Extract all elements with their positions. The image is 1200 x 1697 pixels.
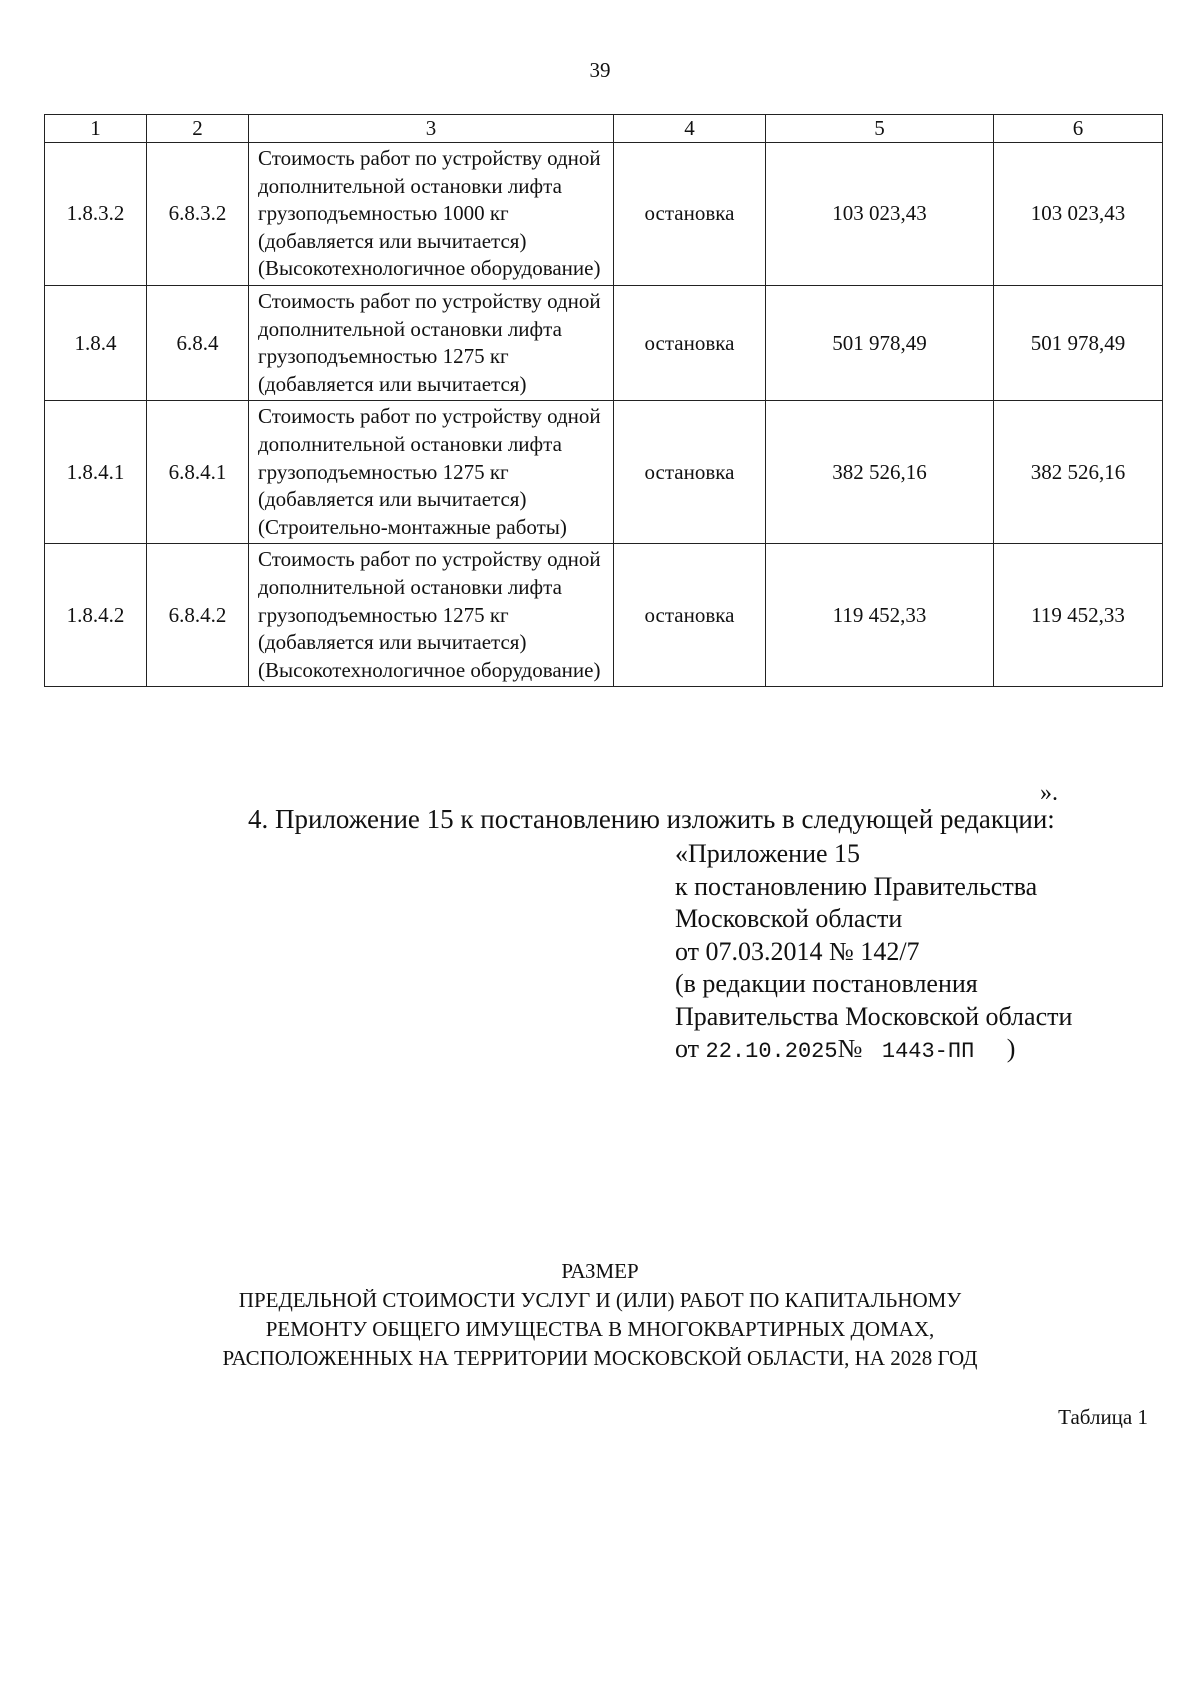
appendix-line: Правительства Московской области bbox=[675, 1001, 1073, 1031]
column-header: 6 bbox=[994, 115, 1163, 143]
row-code: 1.8.4.2 bbox=[45, 544, 147, 687]
appendix-date-prefix: от bbox=[675, 1034, 706, 1063]
row-code-alt: 6.8.4.2 bbox=[147, 544, 249, 687]
row-unit: остановка bbox=[614, 285, 766, 400]
row-value-5: 501 978,49 bbox=[766, 285, 994, 400]
row-value-5: 103 023,43 bbox=[766, 143, 994, 286]
row-unit: остановка bbox=[614, 544, 766, 687]
column-header: 2 bbox=[147, 115, 249, 143]
row-description: Стоимость работ по устройству одной дополнительной остановки лифта грузоподъемностью 1000 кг (добавляется или вычитается) (Высокотехнологичное оборудование) bbox=[249, 143, 614, 286]
row-unit: остановка bbox=[614, 143, 766, 286]
row-value-6: 119 452,33 bbox=[994, 544, 1163, 687]
appendix-line: к постановлению Правительства bbox=[675, 871, 1038, 901]
table-row bbox=[45, 143, 1163, 286]
row-value-6: 501 978,49 bbox=[994, 285, 1163, 400]
row-code: 1.8.3.2 bbox=[45, 143, 147, 286]
document-title bbox=[0, 1257, 1200, 1373]
price-table bbox=[44, 114, 1163, 687]
appendix-line: от 07.03.2014 № 142/7 bbox=[675, 936, 920, 966]
appendix-line: «Приложение 15 bbox=[675, 839, 861, 868]
row-code-alt: 6.8.3.2 bbox=[147, 143, 249, 286]
row-value-5: 382 526,16 bbox=[766, 401, 994, 544]
title-line: ПРЕДЕЛЬНОЙ СТОИМОСТИ УСЛУГ И (ИЛИ) РАБОТ ПО КАПИТАЛЬНОМУ bbox=[238, 1288, 962, 1312]
table-row bbox=[45, 285, 1163, 400]
page-number: 39 bbox=[589, 58, 611, 82]
title-line: РАЗМЕР bbox=[561, 1259, 639, 1283]
appendix-close-paren: ) bbox=[1006, 1034, 1016, 1063]
column-header: 5 bbox=[766, 115, 994, 143]
column-header: 3 bbox=[249, 115, 614, 143]
appendix-header-block bbox=[675, 838, 1072, 1069]
table-row bbox=[45, 544, 1163, 687]
column-header: 4 bbox=[614, 115, 766, 143]
appendix-number-sign: № bbox=[837, 1034, 863, 1063]
row-description: Стоимость работ по устройству одной дополнительной остановки лифта грузоподъемностью 1275 кг (добавляется или вычитается) bbox=[249, 285, 614, 400]
appendix-line: Московской области bbox=[675, 904, 903, 933]
appendix-number: 1443-ПП bbox=[881, 1039, 975, 1064]
column-header: 1 bbox=[45, 115, 147, 143]
table-header-row bbox=[45, 115, 1163, 143]
amendment-instruction: 4. Приложение 15 к постановлению изложить в следующей редакции: bbox=[248, 804, 1055, 834]
row-value-6: 103 023,43 bbox=[994, 143, 1163, 286]
row-description: Стоимость работ по устройству одной дополнительной остановки лифта грузоподъемностью 1275 кг (добавляется или вычитается) (Строительно-монтажные работы) bbox=[249, 401, 614, 544]
title-line: РЕМОНТУ ОБЩЕГО ИМУЩЕСТВА В МНОГОКВАРТИРНЫХ ДОМАХ, bbox=[265, 1317, 935, 1341]
row-value-5: 119 452,33 bbox=[766, 544, 994, 687]
row-value-6: 382 526,16 bbox=[994, 401, 1163, 544]
row-code: 1.8.4.1 bbox=[45, 401, 147, 544]
row-unit: остановка bbox=[614, 401, 766, 544]
appendix-date-line bbox=[675, 1033, 1072, 1069]
row-code-alt: 6.8.4 bbox=[147, 285, 249, 400]
row-code: 1.8.4 bbox=[45, 285, 147, 400]
appendix-date: 22.10.2025 bbox=[705, 1039, 838, 1064]
table-row bbox=[45, 401, 1163, 544]
row-description: Стоимость работ по устройству одной дополнительной остановки лифта грузоподъемностью 1275 кг (добавляется или вычитается) (Высокотехнологичное оборудование) bbox=[249, 544, 614, 687]
closing-quote: ». bbox=[1040, 780, 1058, 806]
title-line: РАСПОЛОЖЕННЫХ НА ТЕРРИТОРИИ МОСКОВСКОЙ ОБЛАСТИ, НА 2028 ГОД bbox=[222, 1346, 978, 1370]
appendix-line: (в редакции постановления bbox=[675, 969, 978, 998]
row-code-alt: 6.8.4.1 bbox=[147, 401, 249, 544]
table-caption: Таблица 1 bbox=[1058, 1405, 1148, 1429]
